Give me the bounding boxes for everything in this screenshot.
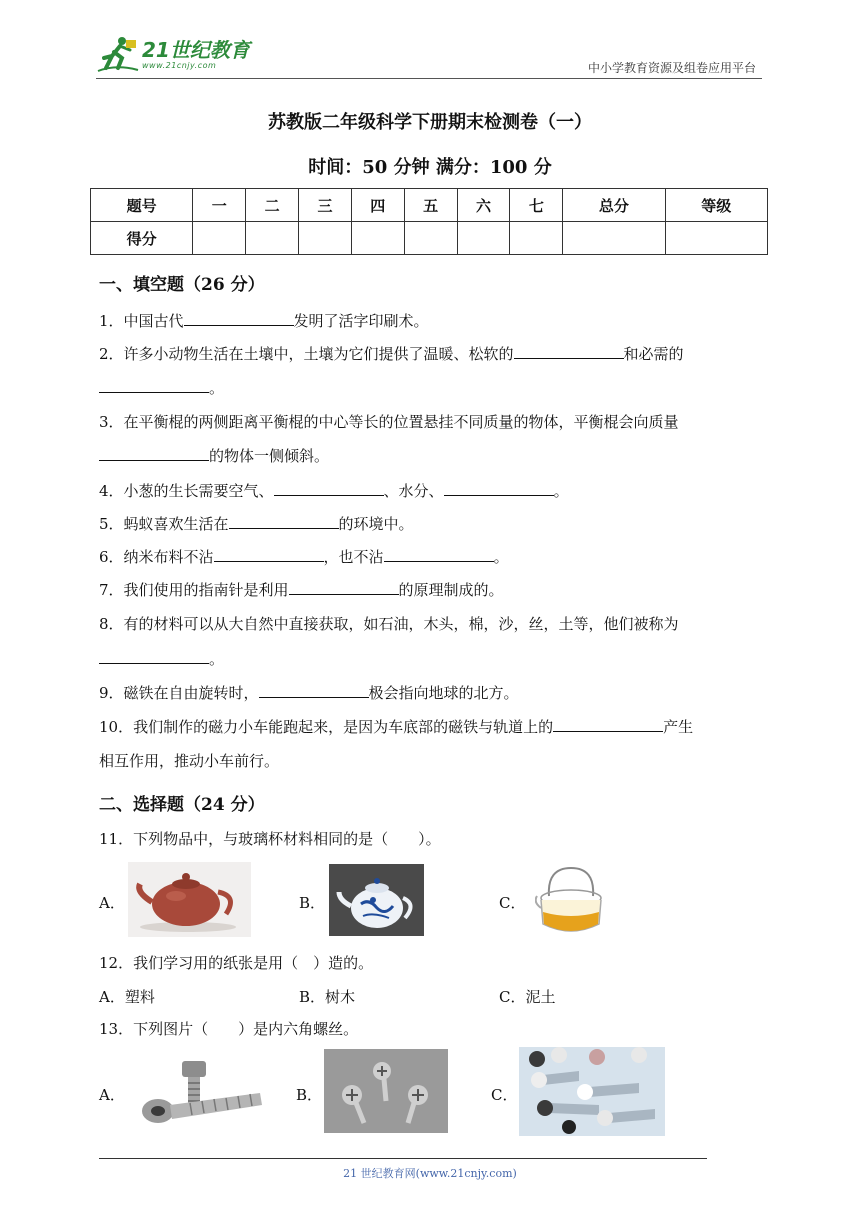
question-5: 5．蚂蚁喜欢生活在 的环境中。 [99,515,414,533]
answer-blank[interactable] [289,580,399,595]
table-cell: 得分 [91,222,193,255]
question-1: 1．中国古代 发明了活字印刷术。 [99,312,429,330]
question-11: 11．下列物品中，与玻璃杯材料相同的是（ ）。 [99,830,441,848]
answer-blank[interactable] [99,649,209,664]
question-3: 3．在平衡棍的两侧距离平衡棍的中心等长的位置悬挂不同质量的物体，平衡棍会向质量 [99,413,679,431]
answer-blank[interactable] [214,547,324,562]
table-cell: 等级 [665,189,767,222]
score-cell[interactable] [665,222,767,255]
option-a[interactable]: A．塑料 [99,988,155,1006]
section-title: 一、填空题（26 分） [99,275,265,295]
runner-logo-icon [96,34,140,74]
score-table-header-row [91,189,768,222]
page-title: 苏教版二年级科学下册期末检测卷（一） [268,112,592,133]
clay-teapot-image[interactable] [128,862,251,937]
question-7: 7．我们使用的指南针是利用 的原理制成的。 [99,581,504,599]
score-table [90,188,768,255]
question-4: 4．小葱的生长需要空气、 、水分、 。 [99,482,569,500]
answer-blank[interactable] [514,344,624,359]
option-c-label[interactable]: C． [499,894,526,912]
question-2: 2．许多小动物生活在土壤中，土壤为它们提供了温暖、松软的 和必需的 [99,345,684,363]
score-cell[interactable] [193,222,246,255]
option-b-label[interactable]: B． [299,894,326,912]
phillips-screw-image[interactable] [324,1049,448,1133]
score-cell[interactable] [351,222,404,255]
porcelain-teapot-image[interactable] [329,864,424,936]
footer-text[interactable]: 21 世纪教育网(www.21cnjy.com) [343,1167,517,1180]
answer-blank[interactable] [274,481,384,496]
question-10-cont: 相互作用，推动小车前行。 [99,752,280,770]
score-table-score-row [91,222,768,255]
option-b[interactable]: B．树木 [299,988,356,1006]
score-cell[interactable] [510,222,563,255]
section-title: 二、选择题（24 分） [99,795,265,815]
answer-blank[interactable] [444,481,554,496]
exam-info: 时间：50 分钟 满分：100 分 [308,157,552,178]
table-cell: 六 [457,189,510,222]
table-cell: 二 [246,189,299,222]
answer-blank[interactable] [553,717,663,732]
table-cell: 题号 [91,189,193,222]
score-cell[interactable] [404,222,457,255]
table-cell: 七 [510,189,563,222]
platform-text: 中小学教育资源及组卷应用平台 [587,61,756,75]
option-b-label[interactable]: B． [296,1086,323,1104]
question-13: 13．下列图片（ ）是内六角螺丝。 [99,1020,359,1038]
option-c[interactable]: C．泥土 [499,988,556,1006]
score-cell[interactable] [299,222,352,255]
table-cell: 四 [351,189,404,222]
question-8-cont: 。 [99,649,224,669]
question-12: 12．我们学习用的纸张是用（ ）造的。 [99,954,374,972]
question-10: 10．我们制作的磁力小车能跑起来，是因为车底部的磁铁与轨道上的 产生 [99,718,694,736]
answer-blank[interactable] [384,547,494,562]
score-cell[interactable] [563,222,665,255]
question-3-cont: 的物体一侧倾斜。 [99,446,329,466]
plastic-screws-image[interactable] [519,1047,665,1136]
option-a-label[interactable]: A． [99,894,125,912]
question-9: 9．磁铁在自由旋转时， 极会指向地球的北方。 [99,684,519,702]
page-header [96,30,762,79]
glass-teapot-image[interactable] [535,862,607,940]
table-cell: 总分 [563,189,665,222]
score-cell[interactable] [457,222,510,255]
option-a-label[interactable]: A． [99,1086,125,1104]
logo-url: www.21cnjy.com [142,60,217,70]
question-6: 6．纳米布料不沾 ，也不沾 。 [99,548,509,566]
footer-divider [99,1158,707,1159]
hex-socket-screw-image[interactable] [130,1053,272,1133]
answer-blank[interactable] [99,446,209,461]
answer-blank[interactable] [229,514,339,529]
logo [96,34,250,74]
table-cell: 一 [193,189,246,222]
question-2-cont: 。 [99,378,224,398]
answer-blank[interactable] [259,683,369,698]
score-cell[interactable] [246,222,299,255]
answer-blank[interactable] [99,378,209,393]
table-cell: 五 [404,189,457,222]
answer-blank[interactable] [184,311,294,326]
question-8: 8．有的材料可以从大自然中直接获取，如石油，木头，棉，沙，丝，土等，他们被称为 [99,615,679,633]
table-cell: 三 [299,189,352,222]
option-c-label[interactable]: C． [491,1086,518,1104]
logo-title: 21世纪教育 [142,37,250,62]
